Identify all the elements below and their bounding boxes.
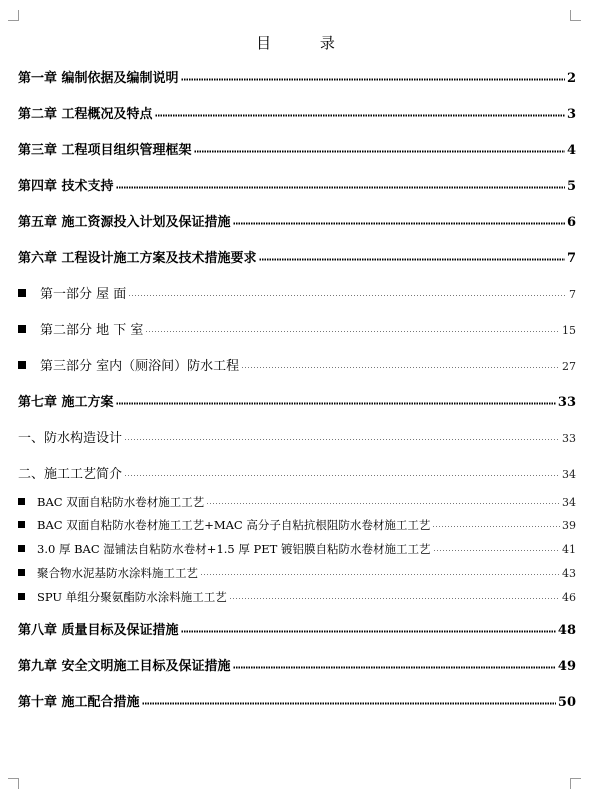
- toc-page-number: 33: [562, 432, 576, 445]
- toc-entry-text: BAC 双面自粘防水卷材施工工艺+MAC 高分子自粘抗根阻防水卷材施工工艺: [37, 518, 431, 532]
- toc-entry-label: [18, 247, 257, 266]
- toc-entry-label: [18, 494, 204, 510]
- toc-page-number: 46: [562, 591, 576, 604]
- dot-leader: [200, 566, 560, 578]
- toc-entry-label: [18, 691, 140, 710]
- toc-entry-label: [18, 283, 126, 302]
- toc-entry[interactable]: [18, 494, 576, 510]
- toc-page-number: 50: [557, 695, 576, 710]
- toc-page-number: 33: [557, 395, 576, 410]
- toc-entry-text: 第三部分 室内（厕浴间）防水工程: [40, 359, 240, 374]
- dot-leader: [124, 465, 560, 478]
- crop-mark-bottom-left: [8, 778, 19, 789]
- toc-entry-label: [18, 103, 153, 122]
- toc-page-number: 43: [562, 567, 576, 580]
- dot-leader: [206, 495, 560, 507]
- toc-entry-text: 第一章 编制依据及编制说明: [18, 71, 179, 86]
- dot-leader: [433, 542, 560, 554]
- toc-entry-text: 3.0 厚 BAC 湿铺法自粘防水卷材+1.5 厚 PET 镀铝膜自粘防水卷材施工工艺: [37, 542, 431, 556]
- dot-leader: [229, 590, 560, 602]
- toc-entry[interactable]: [18, 427, 576, 446]
- square-bullet-icon: [18, 569, 25, 576]
- toc-page-number: 6: [566, 215, 576, 230]
- toc-entry-text: 第十章 施工配合措施: [18, 695, 140, 710]
- toc-page-number: 49: [557, 659, 576, 674]
- dot-leader: [259, 249, 565, 262]
- toc-entry-label: [18, 67, 179, 86]
- toc-entry-label: [18, 655, 231, 674]
- toc-page-number: 3: [566, 107, 576, 122]
- toc-entry[interactable]: [18, 655, 576, 674]
- toc-entry[interactable]: [18, 517, 576, 533]
- toc-page-number: 34: [562, 468, 576, 481]
- toc-page-number: 5: [566, 179, 576, 194]
- dot-leader: [241, 357, 560, 370]
- dot-leader: [116, 177, 565, 190]
- square-bullet-icon: [18, 593, 25, 600]
- toc-entry-label: [18, 589, 227, 605]
- crop-mark-bottom-right: [570, 778, 581, 789]
- toc-page-number: 15: [562, 324, 576, 337]
- dot-leader: [181, 69, 565, 82]
- toc-entry[interactable]: [18, 589, 576, 605]
- dot-leader: [142, 693, 556, 706]
- toc-page-number: 27: [562, 360, 576, 373]
- toc-page-number: 2: [566, 71, 576, 86]
- toc-entry[interactable]: [18, 67, 576, 86]
- toc-entry[interactable]: [18, 139, 576, 158]
- toc-entry[interactable]: [18, 541, 576, 557]
- toc-entry[interactable]: [18, 619, 576, 638]
- toc-page-number: 39: [562, 519, 576, 532]
- toc-entry[interactable]: [18, 691, 576, 710]
- toc-page-number: 34: [562, 496, 576, 509]
- crop-mark-top-right: [570, 10, 581, 21]
- toc-entry[interactable]: [18, 355, 576, 374]
- dot-leader: [124, 429, 560, 442]
- toc-entry[interactable]: [18, 103, 576, 122]
- dot-leader: [194, 141, 565, 154]
- toc-title: 目 录: [256, 34, 357, 52]
- toc-entry-text: 聚合物水泥基防水涂料施工工艺: [37, 566, 198, 580]
- toc-entry[interactable]: [18, 391, 576, 410]
- dot-leader: [116, 393, 556, 406]
- toc-entry-label: [18, 391, 114, 410]
- toc-entry-text: 第七章 施工方案: [18, 395, 114, 410]
- toc-entry-label: [18, 463, 122, 482]
- toc-entry-text: 第九章 安全文明施工目标及保证措施: [18, 659, 231, 674]
- toc-entry-text: 第二部分 地 下 室: [40, 323, 144, 338]
- toc-entry-label: [18, 517, 430, 533]
- toc-entry-label: [18, 211, 231, 230]
- square-bullet-icon: [18, 545, 25, 552]
- dot-leader: [181, 621, 556, 634]
- toc-entry-label: [18, 175, 114, 194]
- toc-entry-label: [18, 565, 198, 581]
- toc-page-number: 4: [566, 143, 576, 158]
- square-bullet-icon: [18, 498, 25, 505]
- toc-entry-text: 第五章 施工资源投入计划及保证措施: [18, 215, 231, 230]
- toc-page-number: 48: [557, 623, 576, 638]
- dot-leader: [432, 518, 560, 530]
- toc-entry[interactable]: [18, 211, 576, 230]
- crop-mark-top-left: [8, 10, 19, 21]
- toc-entry-text: 一、防水构造设计: [18, 431, 123, 446]
- toc-entry-text: 二、施工工艺简介: [18, 467, 123, 482]
- toc-entry[interactable]: [18, 463, 576, 482]
- toc-entry-label: [18, 619, 179, 638]
- toc-entry-text: 第三章 工程项目组织管理框架: [18, 143, 192, 158]
- toc-entry-label: [18, 319, 143, 338]
- toc-entry-label: [18, 139, 192, 158]
- toc-entry[interactable]: [18, 565, 576, 581]
- dot-leader: [128, 285, 567, 298]
- square-bullet-icon: [18, 521, 25, 528]
- toc-entry[interactable]: [18, 283, 576, 302]
- toc-entry-label: [18, 427, 122, 446]
- toc-entry[interactable]: [18, 247, 576, 266]
- toc-entry[interactable]: [18, 319, 576, 338]
- square-bullet-icon: [18, 361, 26, 369]
- toc-entry-text: BAC 双面自粘防水卷材施工工艺: [37, 495, 205, 509]
- dot-leader: [233, 213, 565, 226]
- toc-entry-text: 第六章 工程设计施工方案及技术措施要求: [18, 251, 257, 266]
- toc-entry-label: [18, 355, 239, 374]
- toc-entry-text: 第八章 质量目标及保证措施: [18, 623, 179, 638]
- dot-leader: [155, 105, 565, 118]
- toc-page-number: 7: [569, 288, 576, 301]
- toc-entry[interactable]: [18, 175, 576, 194]
- dot-leader: [145, 321, 560, 334]
- dot-leader: [233, 657, 556, 670]
- toc-entry-text: 第二章 工程概况及特点: [18, 107, 153, 122]
- toc-entry-text: 第一部分 屋 面: [40, 287, 127, 302]
- toc-page-number: 7: [566, 251, 576, 266]
- toc-page-number: 41: [562, 543, 576, 556]
- toc-entry-text: SPU 单组分聚氨酯防水涂料施工工艺: [37, 590, 227, 604]
- square-bullet-icon: [18, 325, 26, 333]
- toc-entry-text: 第四章 技术支持: [18, 179, 114, 194]
- square-bullet-icon: [18, 289, 26, 297]
- toc-entry-label: [18, 541, 431, 557]
